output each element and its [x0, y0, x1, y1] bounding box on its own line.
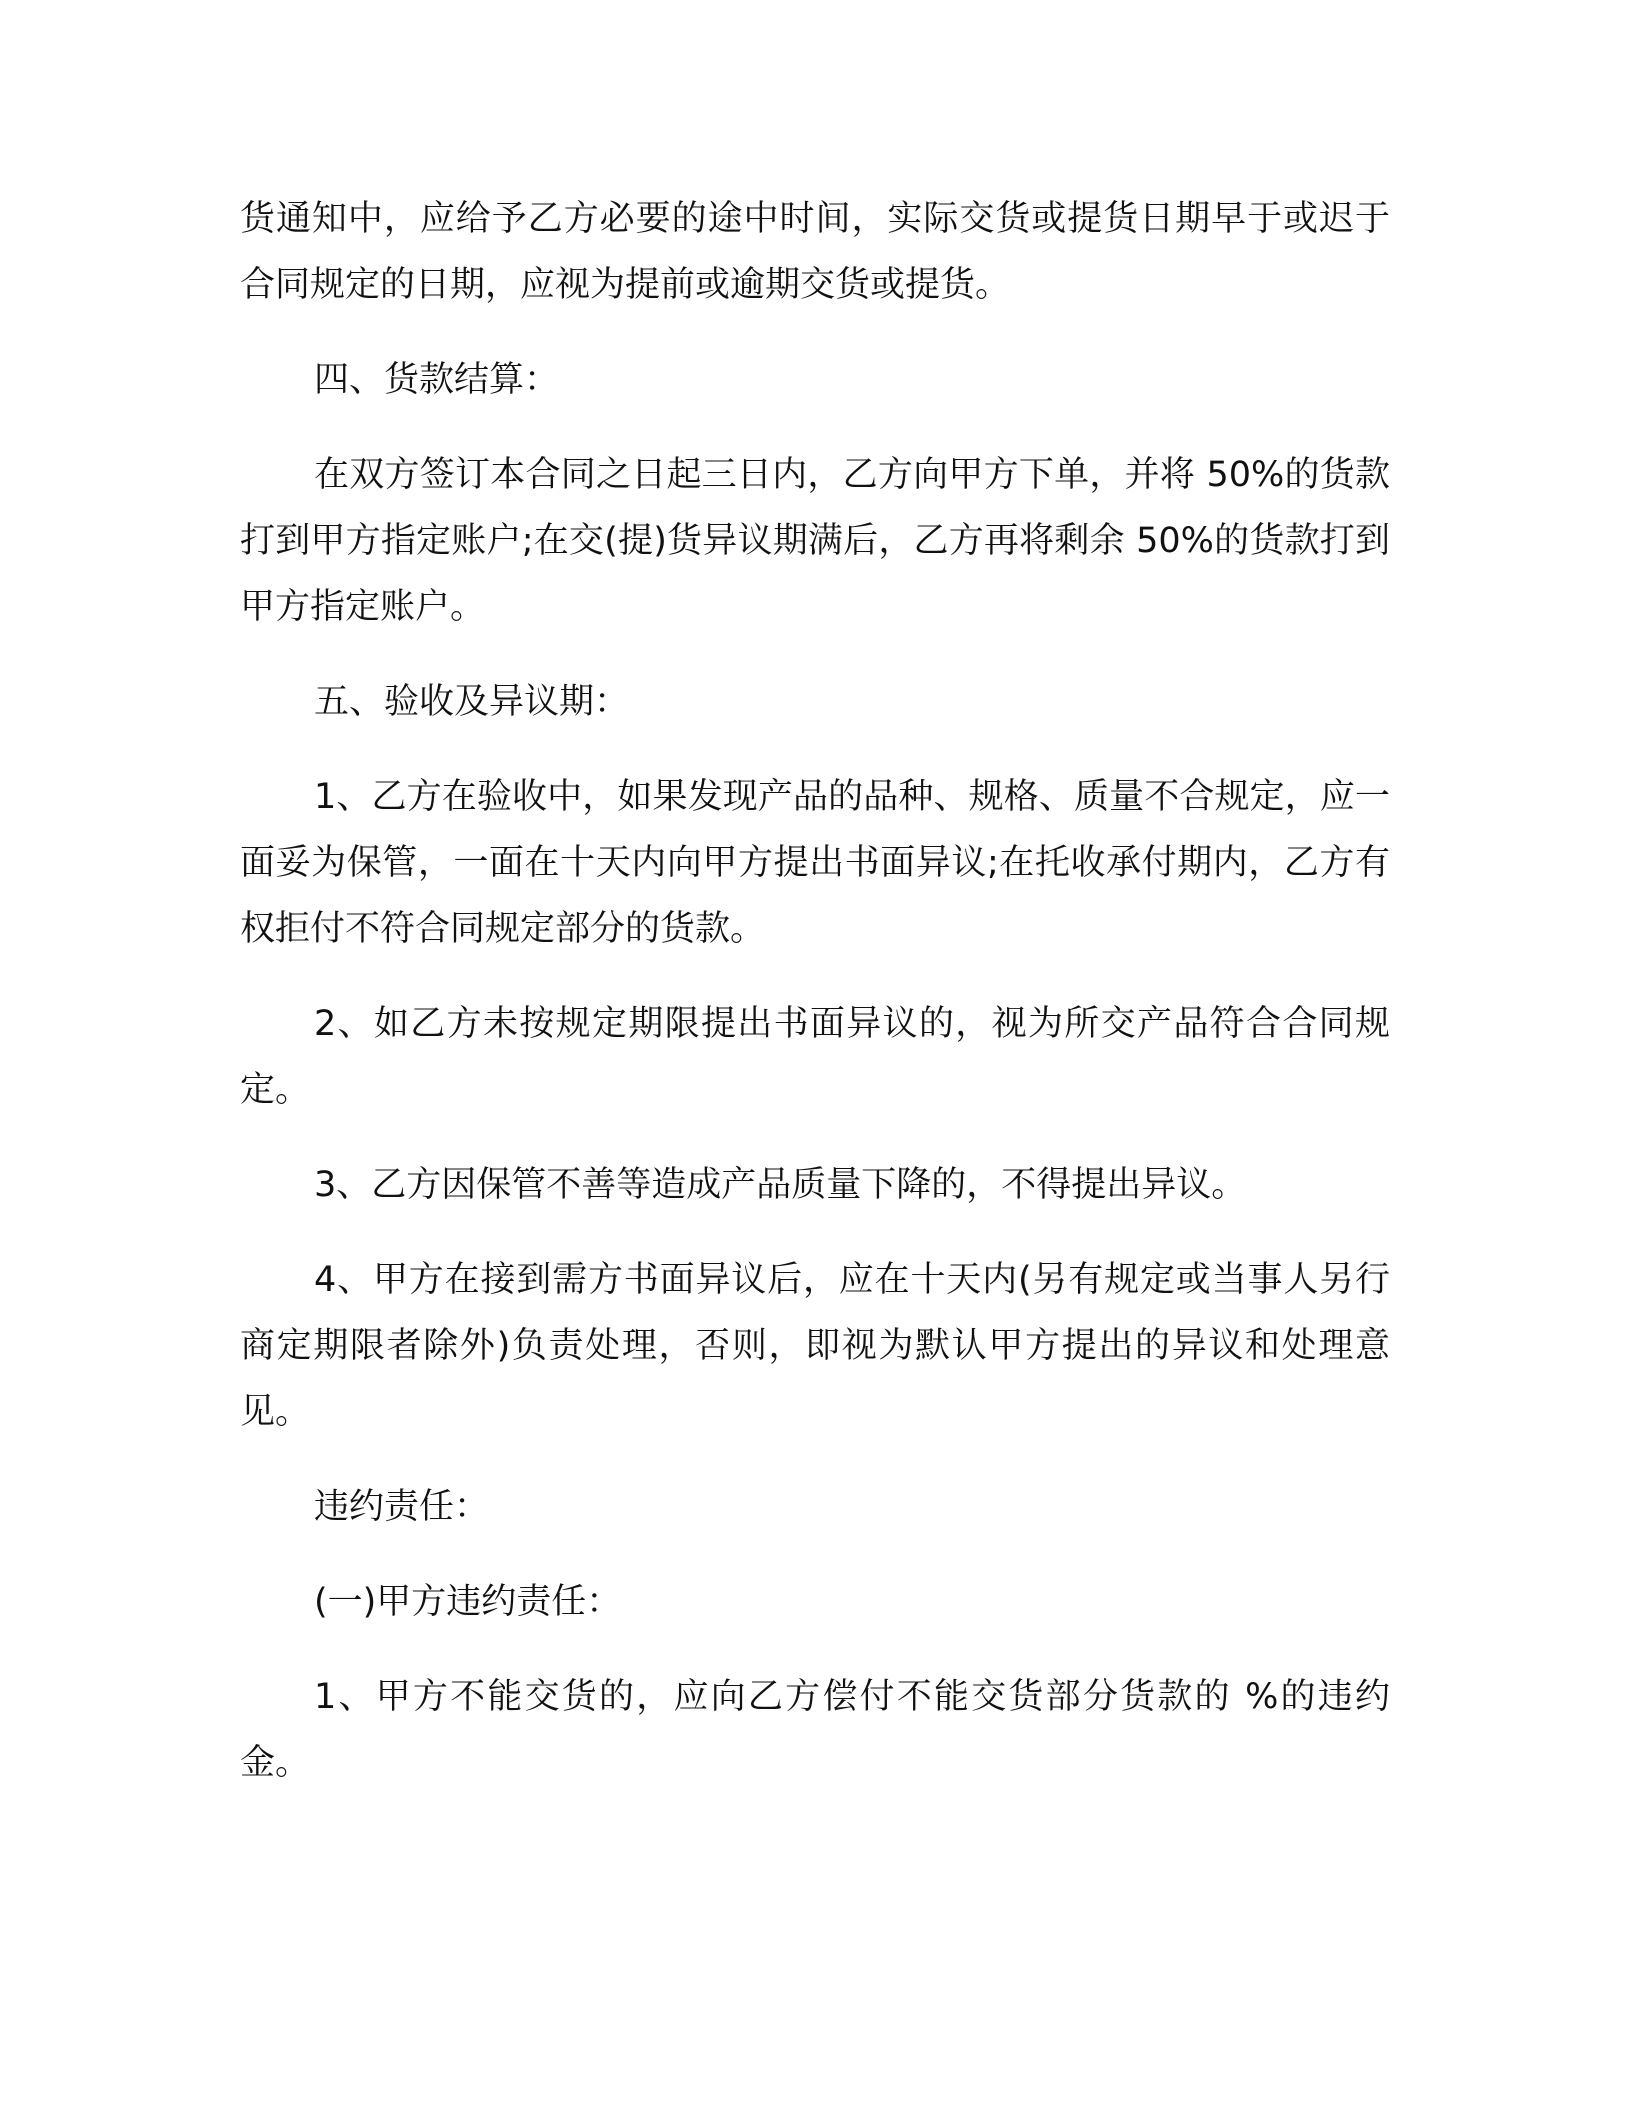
paragraph-inspection-item-1: 1、乙方在验收中，如果发现产品的品种、规格、质量不合规定，应一面妥为保管，一面在十天内向甲方提出书面异议;在托收承付期内，乙方有权拒付不符合同规定部分的货款。	[240, 777, 1390, 949]
paragraph-payment-terms: 在双方签订本合同之日起三日内，乙方向甲方下单，并将 50%的货款打到甲方指定账户;在交(提)货异议期满后，乙方再将剩余 50%的货款打到甲方指定账户。	[240, 455, 1390, 627]
paragraph-inspection-item-3: 3、乙方因保管不善等造成产品质量下降的，不得提出异议。	[314, 1165, 1247, 1205]
heading-inspection-objection: 五、验收及异议期：	[314, 682, 630, 722]
heading-payment-settlement: 四、货款结算：	[314, 360, 560, 400]
paragraph-inspection-item-2: 2、如乙方未按规定期限提出书面异议的，视为所交产品符合合同规定。	[240, 1004, 1390, 1110]
paragraph-delivery-notice: 货通知中，应给予乙方必要的途中时间，实际交货或提货日期早于或迟于合同规定的日期，应视为提前或逾期交货或提货。	[240, 199, 1390, 305]
document-page	[240, 186, 1390, 1825]
paragraph-inspection-item-4: 4、甲方在接到需方书面异议后，应在十天内(另有规定或当事人另行商定期限者除外)负责处理，否则，即视为默认甲方提出的异议和处理意见。	[240, 1260, 1390, 1432]
heading-party-a-liability: (一)甲方违约责任：	[314, 1582, 622, 1622]
paragraph-liability-item-1: 1、甲方不能交货的，应向乙方偿付不能交货部分货款的 %的违约金。	[240, 1677, 1390, 1783]
heading-breach-liability: 违约责任：	[314, 1487, 490, 1527]
